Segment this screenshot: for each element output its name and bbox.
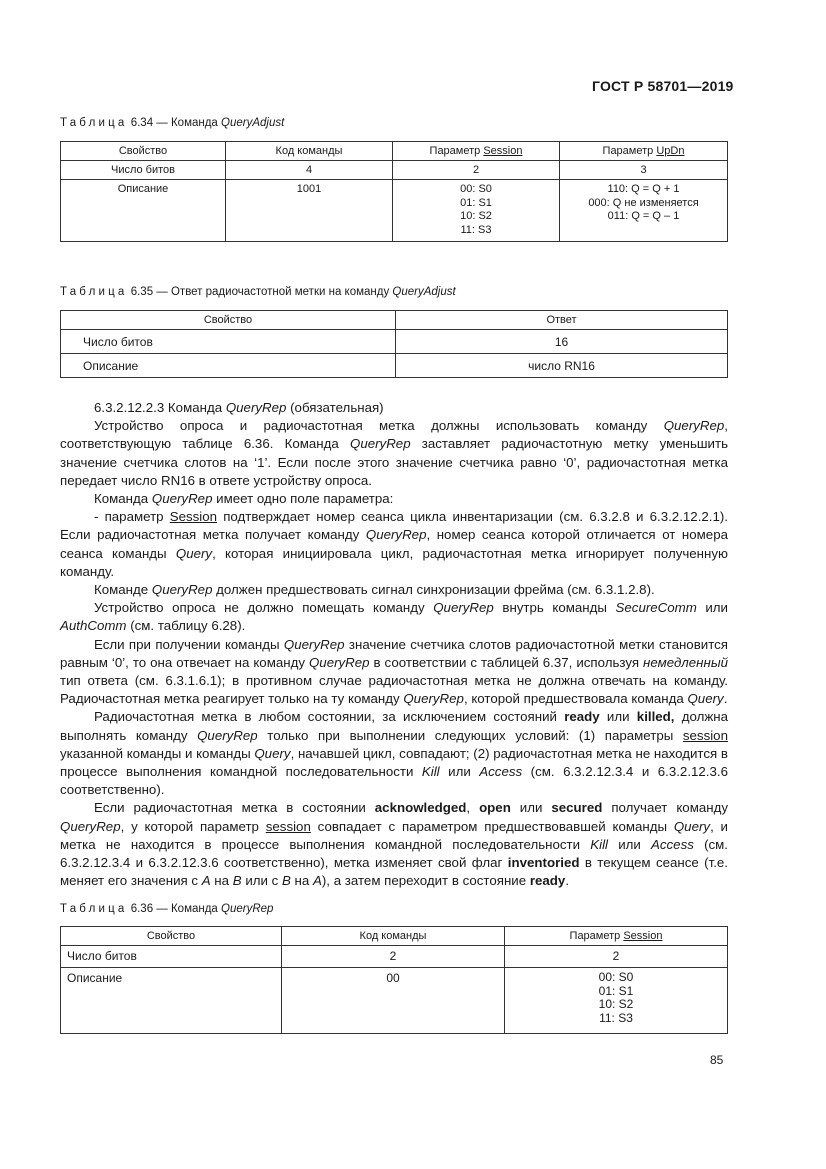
- paragraph: Команде QueryRep должен предшествовать сигнал синхронизации фрейма (см. 6.3.1.2.8).: [94, 582, 655, 598]
- session-value: 11: S3: [460, 223, 492, 236]
- cell-bits-session: 2: [505, 946, 728, 968]
- cell-bits-label: Число битов: [61, 946, 282, 968]
- table-row: [61, 161, 728, 180]
- header-property: Свойство: [61, 927, 282, 946]
- cell-bits-label: Число битов: [61, 330, 396, 354]
- paragraph: - параметр Session подтверждает номер сеанса цикла инвентаризации (см. 6.3.2.8 и 6.3.2.12.2.1). Если радиочастотная метка получает команду QueryRep, номер сеанса которой отличается от номера сеанса команды Query, которая инициировала цикл, радиочастотная метка игнорирует полученную команду.: [60, 509, 728, 579]
- header-property: Свойство: [61, 311, 396, 330]
- session-value: 00: S0: [598, 970, 634, 984]
- updn-value: 110: Q = Q + 1: [607, 183, 680, 195]
- session-value: 10: S2: [598, 997, 634, 1011]
- cell-bits-value: 16: [396, 330, 728, 354]
- table-6-36: [60, 926, 728, 1034]
- header-code: Код команды: [282, 927, 505, 946]
- cell-bits-updn: 3: [560, 161, 728, 180]
- header-param-prefix: Параметр: [602, 145, 657, 157]
- cell-desc-label: Описание: [61, 968, 282, 1034]
- header-code: Код команды: [226, 142, 393, 161]
- paragraph: Если при получении команды QueryRep значение счетчика слотов радиочастотной метки становится равным ‘0’, то она отвечает на команду QueryRep в соответствии с таблицей 6.37, используя немедленный тип ответа (см. 6.3.1.6.1); в противном случае радиочастотная метка не должна отвечать на команду. Радиочастотная метка реагирует только на ту команду QueryRep, которой предшествовала команда Query.: [60, 636, 728, 707]
- paragraph: Если радиочастотная метка в состоянии acknowledged, open или secured получает команду QueryRep, у которой параметр session совпадает с параметром предшествовавшей команды Query, и метка не находится в процессе выполнения командной последовательности Kill или Access (см. 6.3.2.12.3.4 и 6.3.2.12.3.6 соответственно), метка изменяет свой флаг inventoried в текущем сеансе (т.е. меняет его значения с A на B или с B на A), а затем переходит в состояние ready.: [60, 800, 728, 889]
- session-value: 01: S1: [460, 196, 492, 209]
- cell-desc-session: [393, 180, 560, 242]
- header-updn-name: UpDn: [656, 145, 685, 157]
- cell-desc-code: 00: [282, 968, 505, 1034]
- caption-prefix: Таблица: [60, 286, 128, 298]
- cell-desc-updn: [560, 180, 728, 242]
- cell-bits-session: 2: [393, 161, 560, 180]
- header-session-name: Session: [483, 145, 523, 157]
- paragraph: Устройство опроса и радиочастотная метка должны использовать команду QueryRep, соответствующую таблице 6.36. Команда QueryRep заставляет радиочастотную метку уменьшить значение счетчика слотов на ‘1’. Если после этого значение счетчика равно ‘0’, радиочастотная метка передает число RN16 в ответе устройству опроса.: [60, 418, 728, 488]
- header-param-prefix: Параметр: [429, 145, 484, 157]
- caption-number: 6.34 — Команда: [130, 117, 222, 129]
- section-heading: [60, 399, 728, 417]
- cell-desc-label: Описание: [61, 180, 226, 242]
- cell-desc-code: 1001: [226, 180, 393, 242]
- cell-desc-value: число RN16: [396, 354, 728, 378]
- section-tail: (обязательная): [286, 400, 384, 415]
- header-param-prefix: Параметр: [569, 930, 624, 942]
- caption-command-name: QueryAdjust: [392, 286, 456, 298]
- command-name: QueryRep: [225, 400, 287, 415]
- session-value: 01: S1: [598, 983, 634, 998]
- header-property: Свойство: [61, 142, 226, 161]
- table-header-row: [61, 142, 728, 161]
- caption-number: 6.36 — Команда: [130, 903, 222, 915]
- cell-bits-label: Число битов: [61, 161, 226, 180]
- header-session: [393, 142, 560, 161]
- body-text: [60, 399, 728, 890]
- header-answer: Ответ: [396, 311, 728, 330]
- table-row: [61, 330, 728, 354]
- cell-desc-label: Описание: [61, 354, 396, 378]
- header-session-name: Session: [623, 930, 663, 942]
- paragraph: Радиочастотная метка в любом состоянии, за исключением состояний ready или killed, должна выполнять команду QueryRep только при выполнении следующих условий: (1) параметры session указанной команды и команды Query, начавшей цикл, совпадают; (2) радиочастотная метка не находится в процессе выполнения командной последовательности Kill или Access (см. 6.3.2.12.3.4 и 6.3.2.12.3.6 соответственно).: [60, 709, 728, 798]
- cell-desc-session: [505, 968, 728, 1034]
- page-number: 85: [710, 1053, 724, 1067]
- table-6-35: [60, 310, 728, 378]
- session-value: 10: S2: [460, 210, 492, 222]
- cell-bits-code: 4: [226, 161, 393, 180]
- header-updn: [560, 142, 728, 161]
- table-row: [61, 180, 728, 242]
- session-value: 00: S0: [460, 183, 492, 195]
- caption-number: 6.35 — Ответ радиочастотной метки на команду: [130, 286, 393, 298]
- table-caption-6-34: [60, 117, 284, 129]
- caption-prefix: Таблица: [60, 903, 128, 915]
- table-row: [61, 968, 728, 1034]
- caption-command-name: QueryAdjust: [221, 117, 285, 129]
- table-row: [61, 354, 728, 378]
- table-row: [61, 946, 728, 968]
- session-value: 11: S3: [599, 1010, 633, 1025]
- table-caption-6-36: [60, 903, 273, 915]
- table-header-row: [61, 311, 728, 330]
- caption-prefix: Таблица: [60, 117, 128, 129]
- table-caption-6-35: [60, 286, 456, 298]
- paragraph: Устройство опроса не должно помещать команду QueryRep внутрь команды SecureComm или AuthComm (см. таблицу 6.28).: [60, 600, 728, 634]
- standard-header: ГОСТ Р 58701—2019: [592, 78, 734, 94]
- caption-command-name: QueryRep: [221, 903, 274, 915]
- header-session: [505, 927, 728, 946]
- updn-value: 000: Q не изменяется: [588, 196, 699, 209]
- updn-value: 011: Q = Q – 1: [607, 210, 680, 222]
- paragraph: Команда QueryRep имеет одно поле параметра:: [94, 491, 394, 507]
- section-number: 6.3.2.12.2.3 Команда: [94, 400, 226, 415]
- cell-bits-code: 2: [282, 946, 505, 968]
- table-6-34: [60, 141, 728, 242]
- table-header-row: [61, 927, 728, 946]
